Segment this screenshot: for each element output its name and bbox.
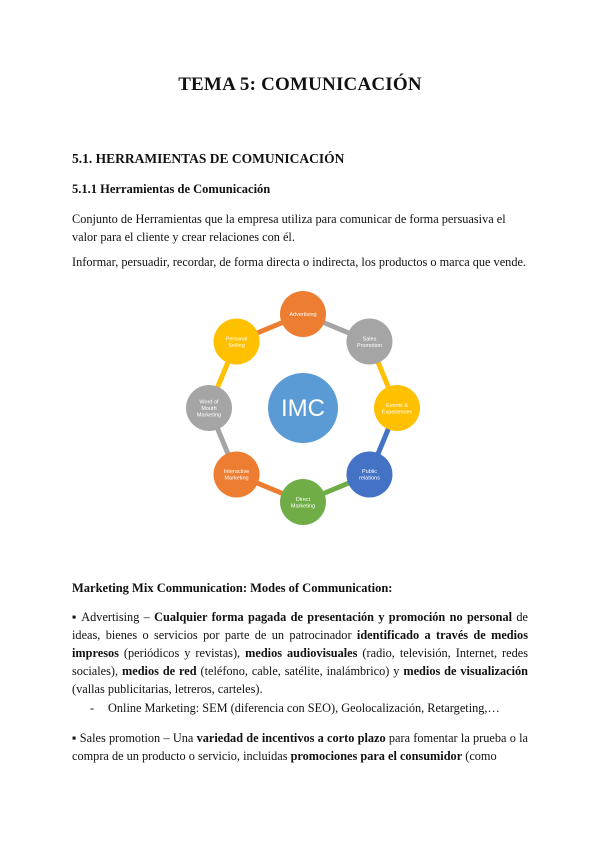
advertising-bold-network: medios de red	[122, 664, 197, 678]
diagram-node-label: Events & Experiences	[381, 402, 413, 416]
advertising-bold-audiovisual: medios audiovisuales	[245, 646, 358, 660]
bullet-dash: -	[90, 701, 95, 715]
diagram-node-label: Public relations	[359, 469, 380, 482]
diagram-node-label: Advertising	[289, 312, 317, 318]
advertising-bold-definition: Cualquier forma pagada de presentación y promoción no personal	[154, 610, 513, 624]
advertising-intro: ▪ Advertising –	[72, 610, 155, 624]
imc-center-label: IMC	[281, 395, 325, 422]
sales-promotion-intro: ▪ Sales promotion – Una	[72, 731, 197, 745]
advertising-text: (periódicos y revistas),	[118, 646, 246, 660]
diagram-node-label: Personal Selling	[225, 336, 248, 349]
online-marketing-text: Online Marketing: SEM (diferencia con SEO), Geolocalización, Retargeting,…	[108, 701, 500, 715]
sales-promotion-bold-incentives: variedad de incentivos a corto plazo	[196, 731, 386, 745]
advertising-bold-display: medios de visualización	[403, 664, 529, 678]
marketing-mix-heading: Marketing Mix Communication: Modes of Communication:	[72, 581, 393, 595]
diagram-node-label: Word of Mouth Marketing	[196, 399, 222, 419]
online-marketing-bullet	[90, 701, 500, 716]
advertising-text: de ideas, bienes o servicios por parte de un patrocinador	[72, 610, 528, 642]
sales-promotion-text: para fomentar la prueba o la compra de un producto o servicio, incluidas	[72, 731, 528, 763]
advertising-paragraph	[72, 608, 528, 698]
advertising-text: (radio, televisión, Internet, redes sociales),	[72, 646, 529, 678]
diagram-node-label: Sales Promotion	[356, 336, 383, 349]
paragraph-definition: Conjunto de Herramientas que la empresa utiliza para comunicar de forma persuasiva el valor para el cliente y crear relaciones con él.	[72, 212, 506, 244]
sales-promotion-text: (como	[462, 749, 497, 763]
section-heading: 5.1. HERRAMIENTAS DE COMUNICACIÓN	[72, 151, 345, 166]
advertising-text: (teléfono, cable, satélite, inalámbrico) y	[196, 664, 404, 678]
advertising-text: (vallas publicitarias, letreros, carteles).	[72, 682, 263, 696]
diagram-node-label: Interactive Marketing	[223, 469, 250, 482]
page-title: TEMA 5: COMUNICACIÓN	[178, 74, 422, 95]
paragraph-objectives: Informar, persuadir, recordar, de forma directa o indirecta, los productos o marca que vende.	[72, 255, 526, 269]
subsection-heading: 5.1.1 Herramientas de Comunicación	[72, 182, 271, 196]
diagram-node-label: Direct Marketing	[290, 496, 316, 510]
imc-diagram	[160, 282, 450, 532]
advertising-bold-print: identificado a través de medios impresos	[72, 628, 528, 660]
sales-promotion-bold-consumer: promociones para el consumidor	[290, 749, 463, 763]
sales-promotion-paragraph	[72, 729, 528, 765]
